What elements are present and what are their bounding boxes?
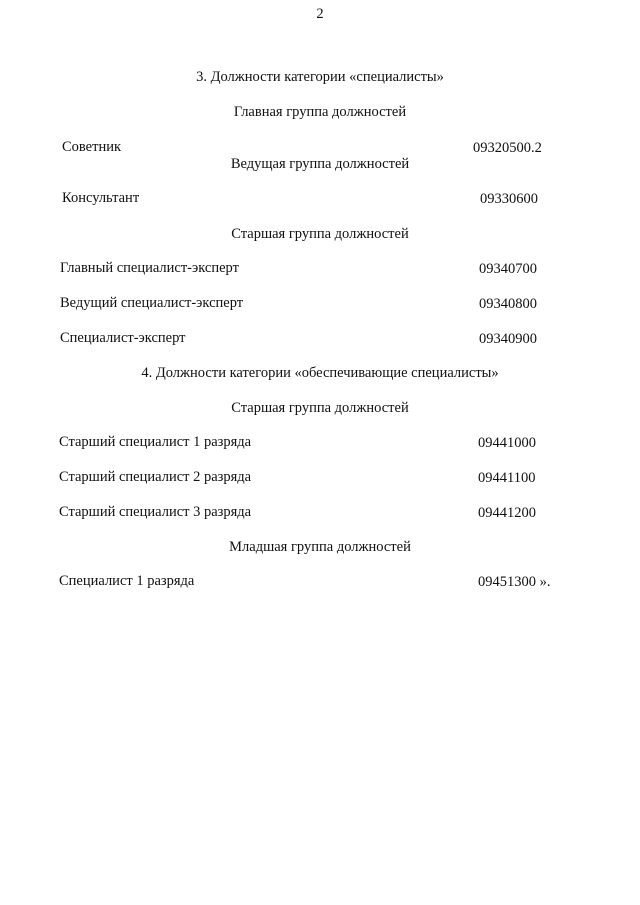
position-name: Старший специалист 1 разряда xyxy=(59,434,252,450)
position-code: 09441100 xyxy=(478,470,536,486)
position-code: 09441200 xyxy=(478,505,536,521)
position-name: Специалист 1 разряда xyxy=(59,573,195,589)
position-code: 09441000 xyxy=(478,435,536,451)
position-code: 09340900 xyxy=(479,331,537,347)
position-name: Ведущий специалист-эксперт xyxy=(60,295,244,311)
section-heading-support-specialists: 4. Должности категории «обеспечивающие специалисты» xyxy=(141,365,499,381)
position-name: Главный специалист-эксперт xyxy=(60,260,239,276)
page-number: 2 xyxy=(316,6,324,22)
group-title-leading: Ведущая группа должностей xyxy=(230,156,410,172)
position-name: Консультант xyxy=(62,190,140,206)
position-code: 09340700 xyxy=(479,261,537,277)
position-code: 09330600 xyxy=(480,191,538,207)
position-name: Старший специалист 2 разряда xyxy=(59,469,252,485)
position-code: 09340800 xyxy=(479,296,537,312)
position-name: Советник xyxy=(62,139,122,155)
section-heading-specialists: 3. Должности категории «специалисты» xyxy=(196,69,444,85)
group-title-main: Главная группа должностей xyxy=(233,104,407,120)
group-title-junior: Младшая группа должностей xyxy=(229,539,411,555)
position-code: 09451300 ». xyxy=(478,574,551,590)
group-title-senior: Старшая группа должностей xyxy=(231,400,409,416)
group-title-senior: Старшая группа должностей xyxy=(231,226,409,242)
position-name: Специалист-эксперт xyxy=(60,330,186,346)
position-code: 09320500.2 xyxy=(473,140,542,156)
position-name: Старший специалист 3 разряда xyxy=(59,504,252,520)
